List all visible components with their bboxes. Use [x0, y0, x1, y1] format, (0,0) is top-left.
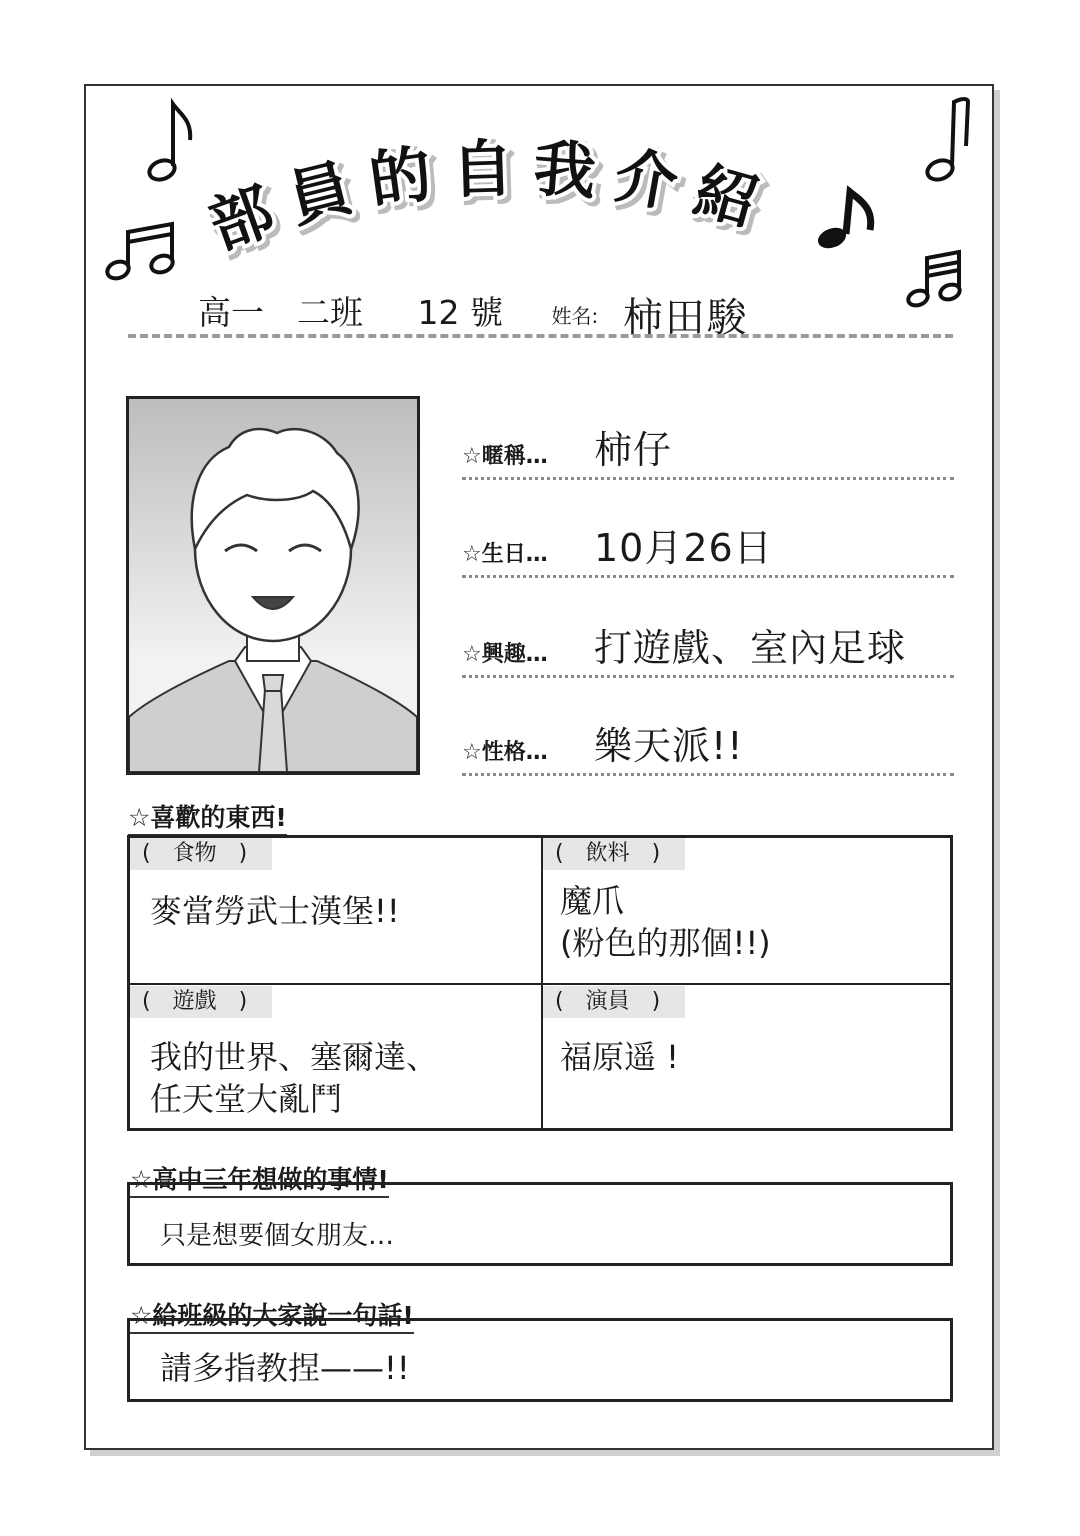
- goals-text: 只是想要個女朋友…: [160, 1221, 395, 1251]
- name-label: 姓名:: [551, 304, 599, 328]
- hobby-label: ☆興趣…: [462, 642, 548, 667]
- food-tag: ( 食物 ): [130, 838, 272, 870]
- name-value: 柿田駿: [622, 295, 749, 341]
- actor-value: 福原遥 !: [560, 1038, 680, 1076]
- dotted-line: [462, 477, 954, 480]
- drink-value-line2: (粉色的那個!!): [560, 924, 771, 962]
- nickname-row: [462, 420, 954, 480]
- title-text: 部員的自我介紹: [200, 131, 784, 264]
- svg-text:部員的自我介紹: [200, 131, 783, 263]
- hobby-value: 打遊戲、室內足球: [594, 626, 907, 670]
- message-heading: ☆給班級的大家說一句話!: [130, 1296, 414, 1332]
- birthday-row: [462, 518, 954, 578]
- double-music-note-icon: [906, 248, 966, 314]
- message-box: [127, 1318, 953, 1402]
- message-text: 請多指教捏——!!: [160, 1349, 410, 1387]
- game-tag: ( 遊戲 ): [130, 986, 272, 1018]
- favorites-heading: ☆喜歡的東西!: [128, 798, 287, 834]
- dashed-divider: [128, 334, 953, 338]
- game-value-line1: 我的世界、塞爾達、: [150, 1038, 439, 1076]
- personality-value: 樂天派!!: [594, 724, 744, 768]
- game-value-line2: 任天堂大亂鬥: [150, 1080, 343, 1118]
- favorites-grid: [127, 835, 953, 1131]
- dotted-line: [462, 575, 954, 578]
- double-music-note-icon: [104, 220, 182, 288]
- food-value: 麥當勞武士漢堡!!: [150, 892, 400, 930]
- drink-value-line1: 魔爪: [560, 882, 625, 920]
- birthday-value: 10月26日: [594, 526, 773, 570]
- personality-label: ☆性格…: [462, 740, 548, 765]
- class-value: 高一 二班: [198, 293, 363, 332]
- portrait-image: [126, 396, 420, 775]
- page-title: [180, 120, 900, 280]
- drink-tag: ( 飲料 ): [543, 838, 685, 870]
- nickname-label: ☆暱稱…: [462, 444, 548, 469]
- actor-tag: ( 演員 ): [543, 986, 685, 1018]
- nickname-value: 柿仔: [594, 428, 673, 472]
- music-note-icon: [924, 96, 974, 190]
- dotted-line: [462, 773, 954, 776]
- seat-number: 12 號: [417, 293, 503, 332]
- hobby-row: [462, 618, 954, 678]
- birthday-label: ☆生日…: [462, 542, 548, 567]
- title-music-note-icon: [812, 186, 878, 260]
- goals-heading: ☆高中三年想做的事情!: [130, 1160, 389, 1196]
- personality-row: [462, 716, 954, 776]
- dotted-line: [462, 675, 954, 678]
- goals-box: [127, 1182, 953, 1266]
